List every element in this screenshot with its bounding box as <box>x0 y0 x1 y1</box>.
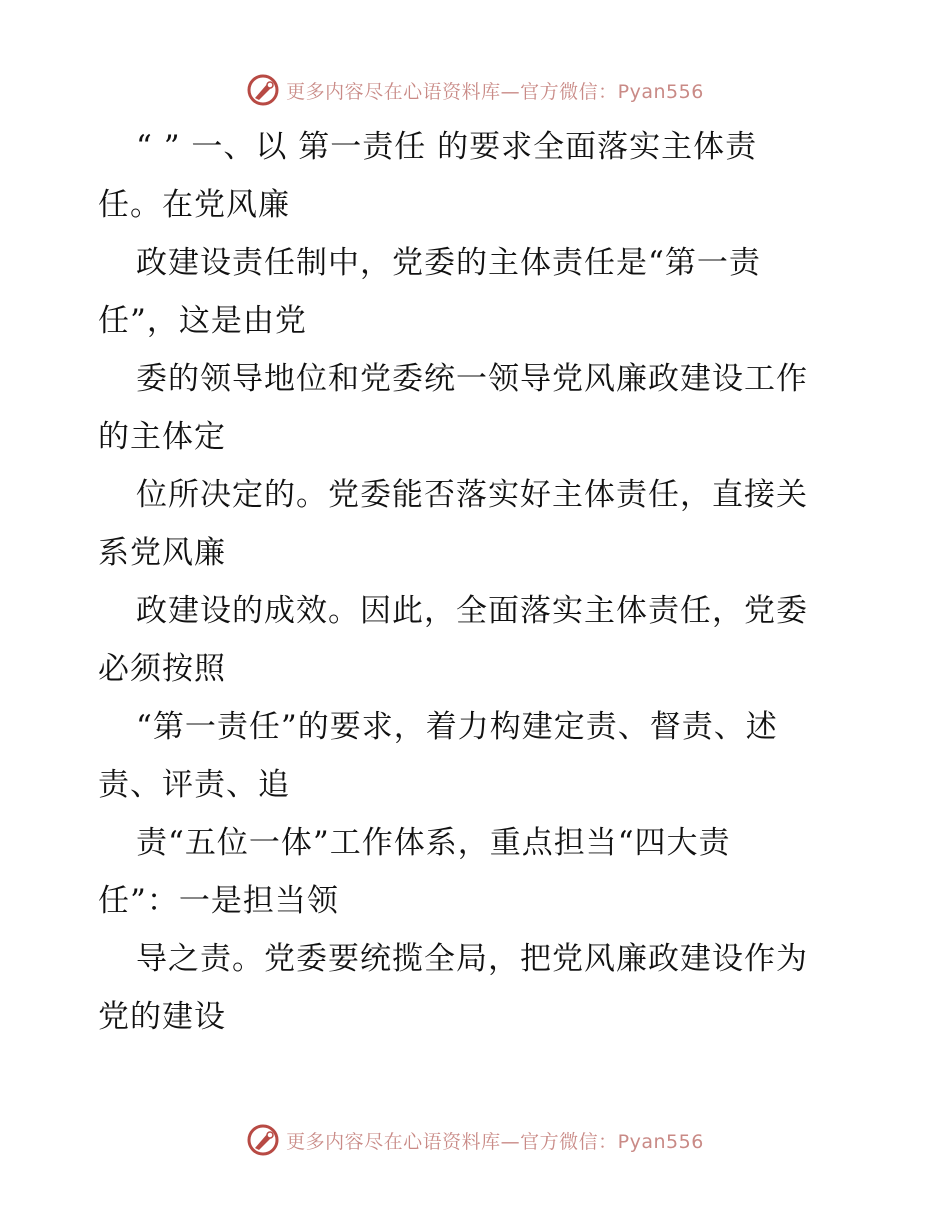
watermark-text: 更多内容尽在心语资料库—官方微信：Pyan556 <box>286 1130 704 1153</box>
text-line: 的主体定 <box>98 419 226 455</box>
text-line: 任”，这是由党 <box>98 303 307 339</box>
header-watermark <box>0 72 950 108</box>
text-line: 政建设责任制中，党委的主体责任是“第一责 <box>136 245 761 281</box>
watermark-text: 更多内容尽在心语资料库—官方微信：Pyan556 <box>286 80 704 103</box>
text-line: “第一责任”的要求，着力构建定责、督责、述 <box>136 709 778 745</box>
text-line: 必须按照 <box>98 651 226 687</box>
text-line: 位所决定的。党委能否落实好主体责任，直接关 <box>136 477 808 513</box>
footer-watermark <box>0 1122 950 1158</box>
text-line: 任。在党风廉 <box>98 187 290 223</box>
text-line: 责“五位一体”工作体系，重点担当“四大责 <box>136 825 731 861</box>
pen-logo-icon <box>246 73 280 107</box>
text-line: 任”：一是担当领 <box>98 883 339 919</box>
text-line: “ ” 一、以 第一责任 的要求全面落实主体责 <box>136 129 758 165</box>
text-line: 政建设的成效。因此，全面落实主体责任，党委 <box>136 593 808 629</box>
text-line: 导之责。党委要统揽全局，把党风廉政建设作为 <box>136 941 808 977</box>
text-line: 系党风廉 <box>98 535 226 571</box>
document-body <box>98 118 858 1046</box>
text-line: 党的建设 <box>98 999 226 1035</box>
text-line: 委的领导地位和党委统一领导党风廉政建设工作 <box>136 361 808 397</box>
pen-logo-icon <box>246 1123 280 1157</box>
text-line: 责、评责、追 <box>98 767 290 803</box>
